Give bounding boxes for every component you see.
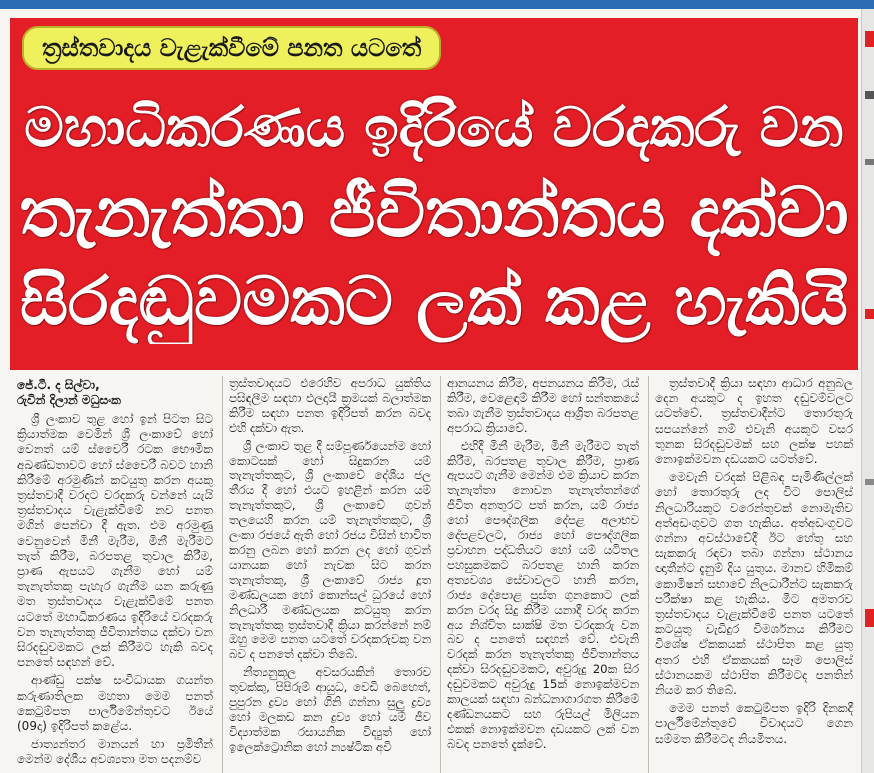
headline-line-1: මහාධිකරණය ඉදිරියේ වරදකරු වන	[24, 95, 844, 159]
adjacent-text-mark	[865, 479, 874, 485]
paragraph: මෙවැනි වරදක් පිළිබඳ පැමිණිල්ලක් හෝ තොරතුරු ලද විට පොලිස් නිලධාරියකුට වරෙන්තුවක් නොමැතිව අත්අඩංගුවට ගත හැකිය. අත්අඩංගුවට ගන්නා අවස්ථාවේදී ඊට හේතු සහ සැකකරු රඳවා තබා ගන්නා ස්ථානය ඥාතීන්ට දැනුම් දිය යුතුය. මානව හිමිකම් කොමිෂන් සභාවේ නිලධාරීන්ට සැකකරු පරීක්ෂා කළ හැකිය. මීට අමතරව ත්‍රස්තවාදය වැළැක්වීමේ පනත යටතේ කටයුතු වැඩිදුර විමර්ශනය කිරීමට විශේෂ ඒකකයක් ස්ථාපිත කළ යුතු අතර එහි ඒකකයක් සෑම පොලිස් ස්ථානයකම ස්ථාපිත කිරීමටද පනතින් නියම කර තිබේ.	[655, 470, 853, 698]
paragraph: ත්‍රස්තවාදයට එරෙහිව අපරාධ යුක්තිය පසිඳලීම සඳහා ඵලදායී ක්‍රමයක් බලාත්මක කිරීම සඳහා පනත ඉදිරිපත් කරන බවද එහි දක්වා ඇත.	[229, 376, 431, 435]
paragraph: එහිදී මිනී මැරීම, මිනී මැරීමට තැත් කිරීම, බරපතළ තුවාල කිරීම, ප්‍රාණ ඇපයට ගැනීම මෙන්ම එම ක්‍රියාව කරන තැනැත්තා නොවන තැනැත්තන්ගේ ජීවිත අනතුරට පත් කරන, යම් රාජ්‍ය හෝ පෞද්ගලික දේපළ අලාභව දේපළවලට, රාජ්‍ය හෝ පෞද්ගලික ප්‍රවාහන පද්ධතියට හෝ යම් යටිතල පහසුකමකට බරපතළ හානි කරන අත්‍යවශ්‍ය සේවාවලට හානි කරන, රාජ්‍ය දේපොළ පුස්ත ගුනකොට ලක් කරන වරද සිදු කිරීම යනාදී වරද කරන අය නිශ්චිත සාක්ෂි මත වරදකරු වන බව ද පනතේ සඳහන් වේ. එවැනි වරදක් කරන තැනැත්තකු ජීවිතාන්තය දක්වා සිරදඬුවමකට, අවුරුදු 20ක සිර දඬුවමකට අවුරුදු 15ක් නොඉක්මවන කාලයක් සඳහා බන්ධනාගාරගත කිරීමේ දණ්ඩනයකට සහ රුපියල් මිලියන එකක් නොඉක්මවන දඩයකට ලක් වන බවද පනතේ දැක්වේ.	[447, 438, 639, 751]
adjacent-article-strip	[861, 9, 874, 773]
top-color-bar	[0, 0, 874, 9]
headline-line-2: තැනැත්තා ජීවිතාන්තය දක්වා	[19, 173, 849, 253]
kicker-label: ත්‍රස්තවාදය වැළැක්වීමේ පනත යටතේ	[22, 26, 441, 70]
paragraph: ත්‍රස්තවාදී ක්‍රියා සඳහා ආධාර අනුබල දෙන අයකුට ද ඉහත දඬුවම්වලට යටත්වේ. ත්‍රස්තවාදීන්ට තොරතුරු සපයන්නේ නම් එවැනි අයකුට වසර තුනක සිරදඬුවමක් සහ ලක්ෂ පහක් නොඉක්මවන දඩයකට යටත්වේ.	[655, 376, 853, 467]
paragraph: ආනයනය කිරීම, අපනයනය කිරීම, රැස් කිරීම, වෙළෙඳාම් කිරීම හෝ සන්තකයේ තබා ගැනීම ත්‍රස්තවාදය ආශ්‍රිත බරපතළ අපරාධ ක්‍රියාවේ.	[447, 376, 639, 435]
paragraph: ජාත්‍යන්තර මානයන් හා ප්‍රමිතීන් මෙන්ම දේශීය අවශ්‍යතා මත පදනම්ව	[17, 737, 213, 767]
paragraph: ශ්‍රී ලංකාව තුළ දී සම්පූර්ණයෙන්ම හෝ කොටසක් හෝ සිදුකරන යම් තැනැත්තකුට, ශ්‍රී ලංකාවේ දේශීය ජල තීරය දී හෝ එයට ඉහළින් කරන යම් තැනැත්තකුට, ශ්‍රී ලංකාවේ ගුවන් තලයෙහි කරන යම් තැනැත්තකුට, ශ්‍රී ලංකා රජයේ ඇති හෝ රජය විසින් භාවිත කරනු ලබන හෝ කරන ලද හෝ ගුවන් යානයක හෝ නැවක සිට කරන තැනැත්තකු, ශ්‍රී ලංකාවේ රාජ්‍ය දූත මණ්ඩලයක හෝ කොන්සල් ධුරයේ හෝ නිලධාරී මණ්ඩලයක කටයුතු කරන තැනැත්තකු ත්‍රස්තවාදී ක්‍රියා කරන්නේ නම් ඔහු මෙම පනත යටතේ වරදකරුවකු වන බව ද පනතේ දක්වා තිබේ.	[229, 438, 431, 662]
adjacent-text-mark	[865, 91, 874, 99]
paragraph: මෙම පනත් කෙටුම්පත ඉදිරි දිනකදී පාර්ලිමේන්තුවේ විවාදයට ගෙන සම්මත කිරීමටද නියමිතය.	[655, 701, 853, 746]
byline-author-1: ජේ.ටී. ද සිල්වා,	[17, 378, 100, 392]
headline-line-3: සිරදඬුවමකට ලක් කළ හැකියි	[19, 262, 848, 340]
column-3	[440, 376, 642, 773]
column-2	[222, 376, 434, 773]
adjacent-red-mark	[865, 31, 874, 47]
headline-box	[10, 18, 858, 370]
adjacent-text-mark	[865, 159, 874, 165]
adjacent-red-mark	[865, 609, 874, 627]
column-1	[14, 376, 216, 773]
paragraph: ශ්‍රී ලංකාව තුළ හෝ ඉන් පිටත සිට ක්‍රියාත්මක වෙමින් ශ්‍රී ලංකාවේ හෝ වෙනත් යම් ස්වෛරී රටක භෞමික අඛණ්ඩතාවට හෝ ස්වෛරී බවට හානි කිරීමේ අරමුණින් කටයුතු කරන අයකු ත්‍රස්තවාදී වරදට වරදකරු වන්නේ යැයි ත්‍රස්තවාදය වැළැක්වීමේ නව පනත මගින් පෙන්වා දී ඇත. එම අරමුණු වෙනුවෙන් මිනී මැරීම, මිනී මැරීමට තැත් කිරීම, බරපතළ තුවාල කිරීම, ප්‍රාණ ඇපයට ගැනීම හෝ යම් තැනැත්තකු පැහැර ගැනීම යන කරුණු මත ත්‍රස්තවාදය වැළැක්වීමේ පනත යටතේ මහාධිකරණය ඉදිරියේ වරදකරු වන තැනැත්තකු ජීවිතාන්තය දක්වා වන සිරදඬුවමකට ලක් කිරීමට හැකි බවද පනතේ සඳහන් වේ.	[17, 412, 213, 670]
adjacent-red-mark	[865, 309, 874, 319]
paragraph: නීත්‍යනුකූල අවසරයකින් තොරව තුවක්කු, පිපිරුම් ආයුධ, වෙඩි බෙහෙත්, පුපුරන ද්‍රව්‍ය හෝ ගිනි ගන්නා සුලු ද්‍රව්‍ය හෝ මලකඩ කන ද්‍රව්‍ය හෝ යම් ජීව විද්‍යාත්මක රසායනික විද්‍යුත් හෝ ඉලෙක්ට්‍රොනික හෝ න්‍යෂ්ටික අවි	[229, 665, 431, 754]
paragraph: ආණ්ඩු පක්ෂ සංවිධායක ගයන්ත කරුණාතිලක මහතා මෙම පනත් කෙටුම්පත පාර්ලිමේන්තුවට ඊයේ (09දා) ඉදිරිපත් කළේය.	[17, 673, 213, 734]
byline	[17, 378, 213, 408]
article-body	[14, 376, 856, 773]
column-4	[648, 376, 856, 773]
byline-author-2: රුවින් දිලාන් මධුසංක	[17, 393, 121, 407]
